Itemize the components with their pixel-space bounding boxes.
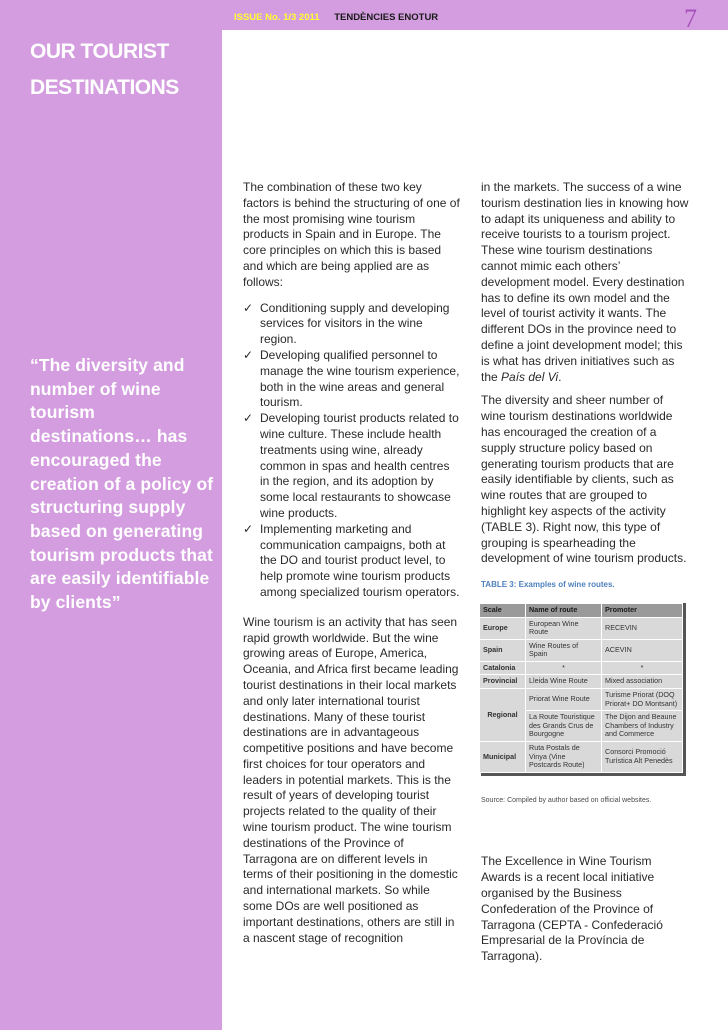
checkmark-icon: ✓	[243, 300, 254, 315]
body-paragraph: Wine tourism is an activity that has seen rapid growth worldwide. But the wine growing areas of Europe, America, Oceania, and Africa first became leading tourist destinations in their local markets and only later international tourist destinations. Many of these tourist destinations are in advantageous competitive positions and have become first choices for tour operators and leaders in potential markets. This is the result of years of developing tourist projects related to the quality of their wine tourism product. The wine tourism destinations of the Province of Tarragona are on different levels in terms of their positioning in the domestic and international markets. So while some DOs are well positioned as important destinations, others are still in a nascent stage of recognition	[243, 614, 459, 945]
section-title: OUR TOURIST DESTINATIONS	[30, 40, 179, 99]
publication-name: TENDÈNCIES ENOTUR	[334, 12, 439, 23]
table-row: Provincial Lleida Wine Route Mixed association	[480, 675, 683, 689]
table-row: Regional Priorat Wine Route Turisme Priorat (DOQ Priorat+ DO Montsant)	[480, 689, 683, 711]
intro-paragraph: The combination of these two key factors is behind the structuring of one of the most promising wine tourism products in Spain and in Europe. The core principles on which this is based and which are being applied are as follows:	[243, 180, 460, 289]
table-row: Catalonia * *	[480, 661, 683, 675]
table-row: Municipal Ruta Postals de Vinya (Vine Postcards Route) Consorci Promoció Turística Alt Penedès	[480, 742, 683, 773]
checkmark-icon: ✓	[243, 347, 254, 362]
text-column-1	[243, 180, 460, 954]
table-caption: TABLE 3: Examples of wine routes.	[481, 580, 615, 590]
checkmark-icon: ✓	[243, 521, 254, 536]
list-item: ✓ Developing qualified personnel to manage the wine tourism experience, both in the wine areas and general tourism.	[243, 347, 460, 410]
checkmark-icon: ✓	[243, 411, 254, 426]
table-row: La Route Touristique des Grands Crus de Bourgogne The Dijon and Beaune Chambers of Industry and Commerce	[480, 711, 683, 742]
page-number: 7	[684, 4, 697, 33]
issue-label: ISSUE No. 1/3 2011	[234, 12, 320, 23]
running-header	[234, 12, 438, 23]
table-frame	[481, 603, 686, 776]
principles-list	[243, 301, 460, 601]
body-paragraph: in the markets. The success of a wine tourism destination lies in knowing how to adapt its uniqueness and ability to receive tourists to a tourism project. These wine tourism destinations cannot mimic each others’ development model. Every destination has to define its own model and the level of tourist activity it wants. The different DOs in the province need to define a joint development model; this is what has driven initiatives such as the País del Vi.	[481, 180, 689, 384]
table-source-note: Source: Compiled by author based on official websites.	[481, 796, 652, 804]
list-item: ✓ Developing tourist products related to wine culture. These include health treatments using wine, already common in spas and health centres in the region, and its adoption by some local restaurants to showcase wine products.	[243, 411, 459, 520]
column-header: Promoter	[602, 603, 683, 617]
sidebar	[0, 0, 222, 1030]
table-row: Spain Wine Routes of Spain ACEVIN	[480, 639, 683, 661]
body-paragraph: The diversity and sheer number of wine tourism destinations worldwide has encouraged the creation of a supply structure policy based on generating tourism products that are easily identifiable by clients, such as wine routes that are grouped to highlight key aspects of the activity (TABLE 3). Right now, this type of grouping is spearheading the development of wine tourism products.	[481, 393, 687, 566]
column-header: Scale	[480, 603, 526, 617]
wine-routes-table	[479, 603, 683, 773]
text-column-2	[481, 180, 691, 973]
table-row: Europe European Wine Route RECEVIN	[480, 617, 683, 639]
body-paragraph: The Excellence in Wine Tourism Awards is a recent local initiative organised by the Business Confederation of the Province of Tarragona (CEPTA - Confederació Empresarial de la Província de Tarragona).	[481, 854, 663, 964]
column-header: Name of route	[526, 603, 602, 617]
table-header-row	[480, 603, 683, 617]
list-item: ✓ Implementing marketing and communication campaigns, both at the DO and tourist product level, to help promote wine tourism products among specialized tourism operators.	[243, 521, 460, 599]
pull-quote: “The diversity and number of wine tourism destinations… has encouraged the creation of a policy of structuring supply based on generating tourism products that are easily identifiable by clients”	[30, 355, 214, 613]
list-item: ✓ Conditioning supply and developing services for visitors in the wine region.	[243, 300, 450, 347]
